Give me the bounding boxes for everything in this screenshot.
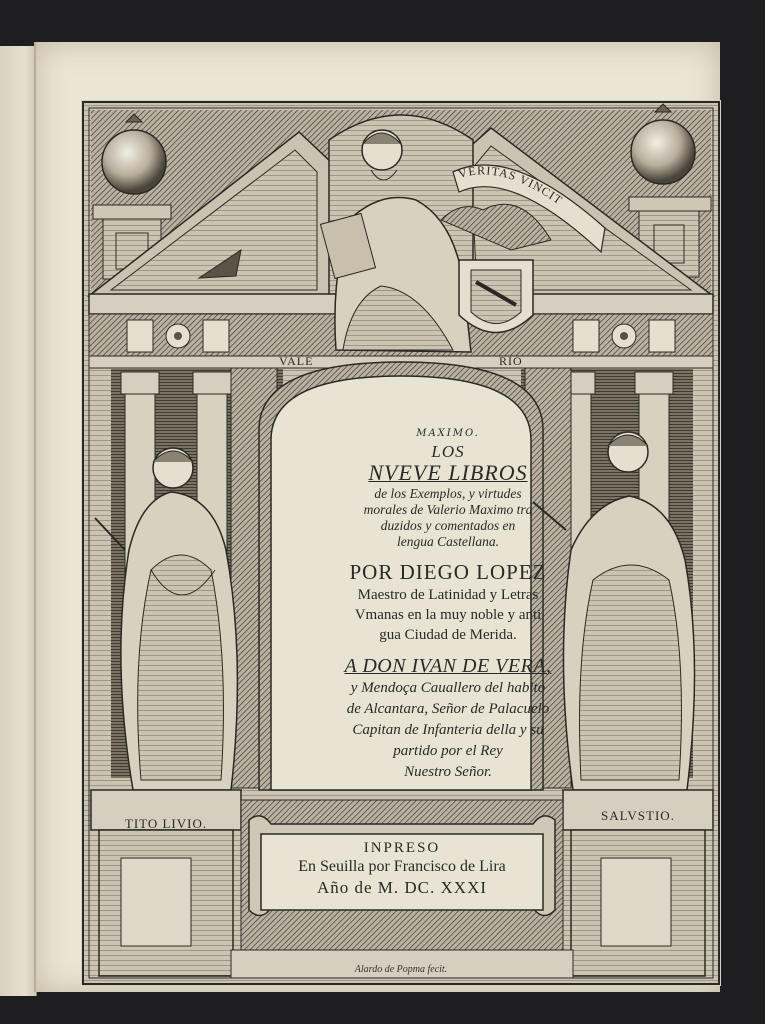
author-line: gua Ciudad de Merida. bbox=[379, 627, 517, 643]
dedication-line: partido por el Rey bbox=[393, 743, 503, 759]
book-subtitle bbox=[323, 486, 573, 550]
title-tablet bbox=[317, 430, 579, 828]
engraver-credit: Alardo de Popma fecit. bbox=[354, 964, 448, 975]
imprint-line-1: INPRESO bbox=[363, 840, 441, 856]
arch-label: MAXIMO. bbox=[416, 428, 480, 439]
title-los: LOS bbox=[431, 442, 465, 461]
imprint-line-2: En Seuilla por Francisco de Lira bbox=[298, 858, 506, 875]
dedication-line: de Alcantara, Señor de Palacuelo bbox=[346, 701, 550, 717]
imprint-line-3: Año de M. DC. XXXI bbox=[316, 878, 488, 897]
author-name: POR DIEGO LOPEZ bbox=[349, 560, 547, 584]
author-line: Vmanas en la muy noble y anti bbox=[354, 607, 542, 623]
statue-label-left: TITO LIVIO. bbox=[124, 816, 208, 831]
frieze-left-text: VALE bbox=[279, 354, 314, 368]
book-title: NVEVE LIBROS bbox=[368, 460, 528, 485]
dedication-line: Capitan de Infanteria della y su bbox=[352, 722, 544, 738]
subtitle-line: duzidos y comentados en bbox=[380, 518, 516, 533]
banner-motto-text: VERITAS VINCIT bbox=[456, 163, 566, 208]
facing-page-edge bbox=[0, 46, 37, 996]
subtitle-line: lengua Castellana. bbox=[397, 534, 499, 549]
subtitle-line: de los Exemplos, y virtudes bbox=[374, 486, 522, 501]
title-page bbox=[34, 42, 720, 992]
dedication-line: Nuestro Señor. bbox=[404, 764, 492, 780]
dedication-heading: A DON IVAN DE VERA, bbox=[344, 655, 552, 677]
dedication-line: y Mendoça Cauallero del habito bbox=[350, 680, 546, 696]
statue-label-right: SALVSTIO. bbox=[601, 808, 675, 823]
dedication-body bbox=[323, 678, 573, 783]
frieze-right-text: RIO bbox=[499, 354, 523, 368]
author-description bbox=[321, 585, 575, 645]
engraved-plate bbox=[81, 100, 721, 986]
author-line: Maestro de Latinidad y Letras bbox=[357, 587, 539, 603]
imprint-cartouche bbox=[257, 836, 547, 910]
subtitle-line: morales de Valerio Maximo tra bbox=[363, 502, 533, 517]
